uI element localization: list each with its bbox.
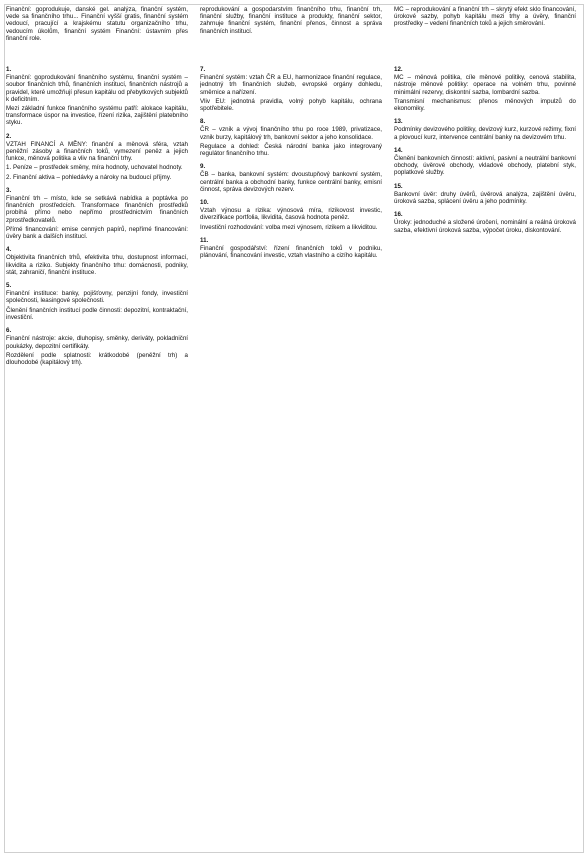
section-number: 2. [6,132,12,140]
section-number: 6. [6,327,12,335]
paragraph: Finanční instituce: banky, pojišťovny, penzijní fondy, investiční společnosti, leasingové společnosti. [6,290,188,305]
section-number: 9. [200,163,206,171]
header-col3: MC – reprodukování a finanční trh – skrytý efekt sklo financování, úrokové sazby, pohyb kapitálu mezi trhy a úvěry, finanční prostředky – vedení finančních toků a jejich směrování. [394,6,576,28]
section-number: 15. [394,182,403,190]
section-number: 8. [200,118,206,126]
section-number: 3. [6,186,12,194]
paragraph: Členění finančních institucí podle činnosti: depozitní, kontraktační, investiční. [6,306,188,321]
paragraph: Podmínky devizového politiky, devizový kurz, kurzové režimy, fixní a plovoucí kurz, intervence centrální banky na devizovém trhu. [394,126,576,141]
section [394,211,576,234]
section [6,66,188,127]
section [6,282,188,321]
section-number: 12. [394,66,403,73]
paragraph: Přímé financování: emise cenných papírů, nepřímé financování: úvěry bank a dalších institucí. [6,225,188,241]
section [200,199,382,231]
paragraph: Finanční: goprodukování finančního systému, finanční systém – soubor finančních trhů, finančních institucí, finančních nástrojů a pravidel, které umožňují přesun kapitálu od přebytkových subjektů k deficitním. [6,74,188,103]
section-number: 16. [394,211,403,219]
section [394,66,576,112]
section-number: 7. [200,66,206,73]
section [200,163,382,193]
paragraph: 2. Finanční aktiva – pohledávky a nároky na budoucí příjmy. [6,173,172,181]
section-number: 5. [6,282,12,290]
paragraph: Vliv EU: jednotná pravidla, volný pohyb kapitálu, ochrana spotřebitele. [200,97,382,113]
section [394,183,576,206]
paragraph: Finanční systém: vztah ČR a EU, harmonizace finanční regulace, jednotný trh finančních služeb, evropské orgány dohledu, směrnice a nařízení. [200,74,382,96]
section-number: 13. [394,118,403,126]
section [6,246,188,276]
paragraph: 1. Peníze – prostředek směny, míra hodnoty, uchovatel hodnoty. [6,164,183,172]
text-column-1 [6,66,188,851]
section [200,66,382,112]
paragraph: Objektivita finančních trhů, efektivita trhu, dostupnost informací, likvidita a riziko. Subjekty finančního trhu: domácnosti, podniky, stát, zahraničí, finanční instituce. [6,254,188,276]
section-number: 4. [6,246,12,254]
section [6,133,188,181]
header-col2: reprodukování a gospodarstvím finančního trhu, finanční trh, finanční služby, finanční instituce a produkty, finanční sektor, zahrnuje finanční systém, finanční přenos, činnost a správa finančních institucí. [200,6,382,35]
paragraph: Investiční rozhodování: volba mezi výnosem, rizikem a likviditou. [200,223,378,231]
section [200,237,382,260]
section [6,187,188,240]
paragraph: Členění bankovních činností: aktivní, pasivní a neutrální bankovní obchody, úvěrové obchody, vkladové obchody, platební styk, poplatkové služby. [394,155,576,177]
paragraph: Transmisní mechanismus: přenos měnových impulzů do ekonomiky. [394,97,576,113]
section [394,118,576,141]
paragraph: Úroky: jednoduché a složené úročení, nominální a reálná úroková sazba, efektivní úroková sazba, výpočet úroku, diskontování. [394,219,576,234]
paragraph: Mezi základní funkce finančního systému patří: alokace kapitálu, transformace úspor na investice, řízení rizika, zajištění platebního styku. [6,105,188,127]
section-number: 10. [200,199,209,207]
header-col1: Finanční: goprodukuje, danské gel. analýza, finanční systém, vede sa finančního trhu... Finanční vyšší gratis, finanční systém vedoucí, pracující a krajskému statutu organizačního trhu, vedoucím úkolům, finanční systém Finanční: ústavním přes finanční role. [6,6,188,42]
document-header [6,6,582,64]
paragraph: Finanční nástroje: akcie, dluhopisy, směnky, deriváty, pokladniční poukázky, depozitní certifikáty. [6,335,188,350]
paragraph: MC – měnová politika, cíle měnové politiky, cenová stabilita, nástroje měnové politiky: operace na volném trhu, povinné minimální rezervy, diskontní sazba, lombardní sazba. [394,74,576,96]
paragraph: ČR – vznik a vývoj finančního trhu po roce 1989, privatizace, vznik burzy, kapitálový trh, bankovní sektor a jeho konsolidace. [200,126,382,141]
text-column-3 [394,66,576,851]
section-number: 11. [200,236,209,244]
section [200,118,382,157]
paragraph: Vztah výnosu a rizika: výnosová míra, rizikovost investic, diverzifikace portfolia, likvidita, časová hodnota peněz. [200,207,382,222]
paragraph: Rozdělení podle splatnosti: krátkodobé (peněžní trh) a dlouhodobé (kapitálový trh). [6,351,188,366]
paragraph: Bankovní úvěr: druhy úvěrů, úvěrová analýza, zajištění úvěru, úroková sazba, splácení úvěru a jeho podmínky. [394,190,576,206]
text-column-2 [200,66,382,851]
section-number: 14. [394,146,403,154]
paragraph: VZTAH FINANCÍ A MĚNY: finanční a měnová sféra, vztah peněžní zásoby a finančních toků, vymezení peněz a jejich funkce, měnová politika a vliv na finanční trhy. [6,140,188,163]
section-number: 1. [6,66,12,73]
paragraph: Finanční trh – místo, kde se setkává nabídka a poptávka po finančních prostředcích. Transformace finančních prostředků probíhá přímo nebo nepřímo prostřednictvím finančních zprostředkovatelů. [6,195,188,224]
paragraph: Finanční gospodářství: řízení finančních toků v podniku, plánování, financování investic, vztah vlastního a cizího kapitálu. [200,245,382,260]
paragraph: ČB – banka, bankovní systém: dvoustupňový bankovní systém, centrální banka a obchodní banky, funkce centrální banky, emisní činnost, správa devizových rezerv. [200,171,382,193]
section [6,327,188,366]
section [394,147,576,177]
paragraph: Regulace a dohled: Česká národní banka jako integrovaný regulátor finančního trhu. [200,142,382,158]
